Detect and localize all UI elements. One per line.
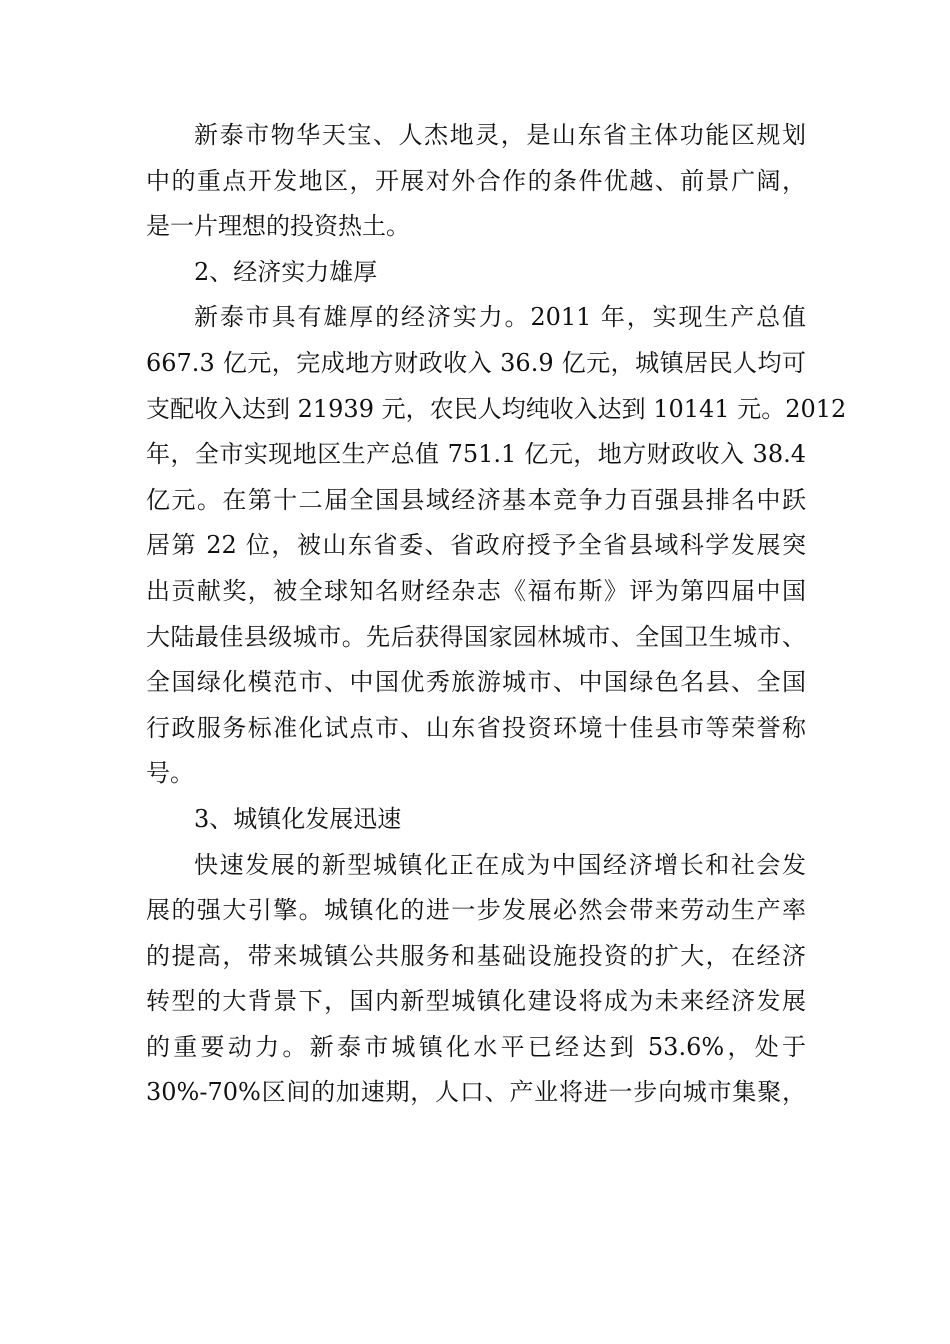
text-line: 行政服务标准化试点市、山东省投资环境十佳县市等荣誉称	[146, 713, 806, 742]
section-heading: 3、城镇化发展迅速	[194, 804, 402, 833]
text-line: 新泰市物华天宝、人杰地灵，是山东省主体功能区规划	[194, 121, 806, 149]
text-line: 年，全市实现地区生产总值 751.1 亿元，地方财政收入 38.4	[146, 440, 806, 469]
text-line: 中的重点开发地区，开展对外合作的条件优越、前景广阔，	[146, 166, 806, 195]
text-line: 号。	[146, 759, 194, 788]
section-heading: 2、经济实力雄厚	[194, 257, 378, 286]
text-line: 居第 22 位，被山东省委、省政府授予全省县域科学发展突	[146, 531, 806, 560]
text-line: 30%-70%区间的加速期，人口、产业将进一步向城市集聚，	[146, 1078, 806, 1107]
text-line: 667.3 亿元，完成地方财政收入 36.9 亿元，城镇居民人均可	[146, 348, 806, 377]
text-line: 全国绿化模范市、中国优秀旅游城市、中国绿色名县、全国	[146, 668, 806, 697]
text-line: 大陆最佳县级城市。先后获得国家园林城市、全国卫生城市、	[146, 622, 806, 651]
text-line: 的重要动力。新泰市城镇化水平已经达到 53.6%，处于	[146, 1032, 806, 1061]
text-line: 展的强大引擎。城镇化的进一步发展必然会带来劳动生产率	[146, 896, 806, 925]
text-line: 支配收入达到 21939 元，农民人均纯收入达到 10141 元。2012	[146, 394, 847, 423]
text-line: 的提高，带来城镇公共服务和基础设施投资的扩大，在经济	[146, 941, 806, 970]
text-line: 新泰市具有雄厚的经济实力。2011 年，实现生产总值	[194, 303, 806, 332]
text-line: 快速发展的新型城镇化正在成为中国经济增长和社会发	[194, 850, 806, 879]
text-line: 是一片理想的投资热土。	[146, 212, 410, 241]
text-line: 出贡献奖，被全球知名财经杂志《福布斯》评为第四届中国	[146, 576, 806, 605]
text-line: 转型的大背景下，国内新型城镇化建设将成为未来经济发展	[146, 987, 806, 1016]
body-text	[146, 113, 847, 1116]
text-line: 亿元。在第十二届全国县域经济基本竞争力百强县排名中跃	[146, 485, 806, 514]
